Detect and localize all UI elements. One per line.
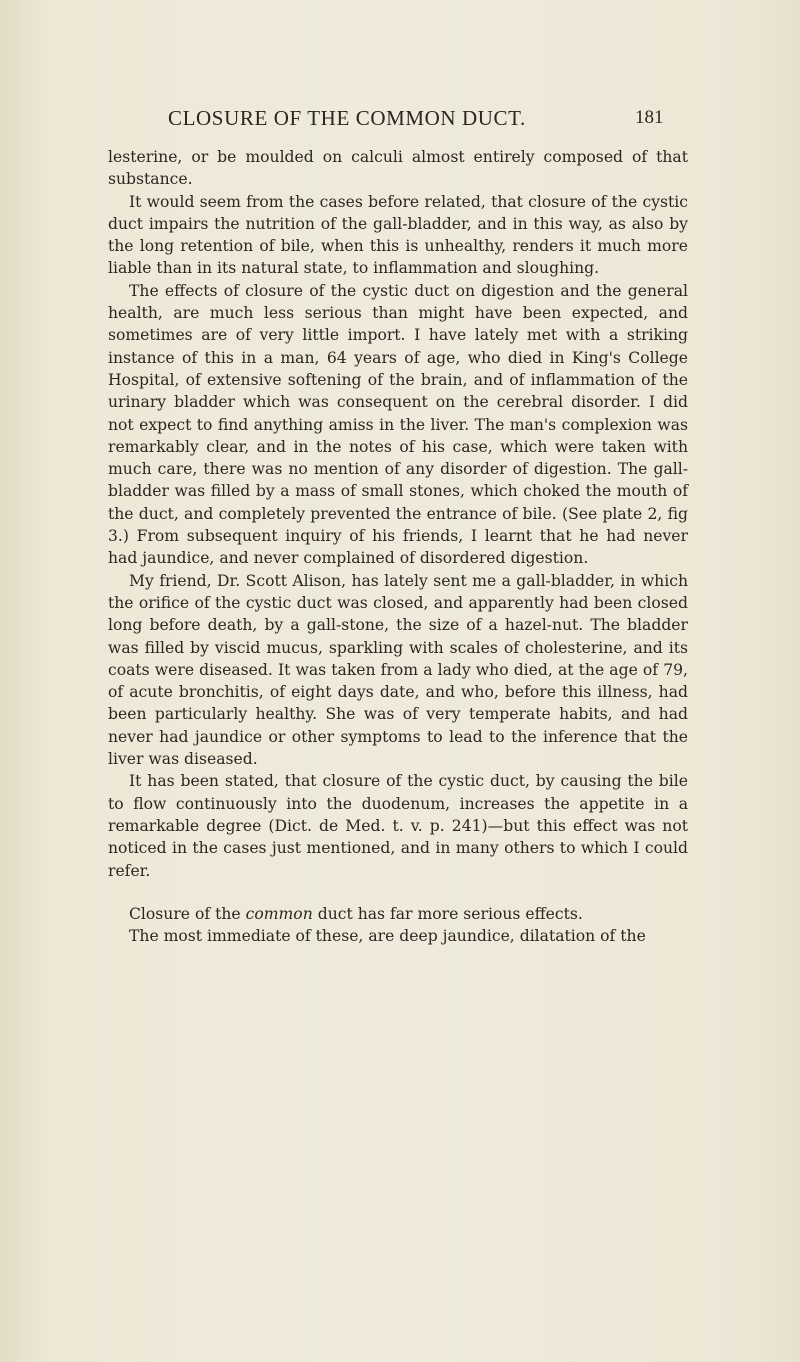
paragraph-alison-case: My friend, Dr. Scott Alison, has lately sent me a gall-bladder, in which the orifice of the cystic duct was closed, and apparently had been closed long before death, by a gall-stone, the size of a hazel-nut. The bladder was filled by viscid mucus, sparkling with scales of cholesterine, and its coats were diseased. It was taken from a lady who died, at the age of 79, of acute bronchitis, of eight days date, and who, before this illness, had been particularly healthy. She was of very temperate habits, and had never had jaundice or other symptoms to lead to the inference that the liver was diseased.: [108, 571, 688, 769]
paragraph-common-duct: [108, 903, 688, 925]
paragraph-closing-line: The most immediate of these, are deep jaundice, dilatation of the: [129, 927, 646, 946]
body-text: [108, 146, 688, 947]
common-duct-before: Closure of the: [129, 904, 246, 923]
page-header: [0, 106, 800, 136]
paragraph-cystic-nutrition: It would seem from the cases before related, that closure of the cystic duct impairs the nutrition of the gall-bladder, and in this way, as also by the long retention of bile, when this is unhealthy, renders it much more liable than in its natural state, to inflammation and sloughing.: [108, 192, 688, 278]
paragraph-digestion-case: The effects of closure of the cystic duct on digestion and the general health, are much less serious than might have been expected, and sometimes are of very little import. I have lately met with a striking instance of this in a man, 64 years of age, who died in King's College Hospital, of extensive softening of the brain, and of inflammation of the urinary bladder which was consequent on the cerebral disorder. I did not expect to find anything amiss in the liver. The man's complexion was remarkably clear, and in the notes of his case, which were taken with much care, there was no mention of any disorder of digestion. The gall-bladder was filled by a mass of small stones, which choked the mouth of the duct, and completely prevented the entrance of bile. (See plate 2, fig 3.) From subsequent inquiry of his friends, I learnt that he had never had jaundice, and never complained of disordered digestion.: [108, 281, 688, 568]
running-head: CLOSURE OF THE COMMON DUCT.: [168, 106, 526, 130]
page-number: 181: [635, 107, 664, 128]
paragraph-appetite: It has been stated, that closure of the cystic duct, by causing the bile to flow continuously into the duodenum, increases the appetite in a remarkable degree (Dict. de Med. t. v. p. 241)—but this effect was not noticed in the cases just mentioned, and in many others to which I could refer.: [108, 772, 688, 880]
common-duct-italic: common: [245, 904, 313, 923]
common-duct-after: duct has far more serious effects.: [312, 904, 583, 923]
paragraph-continuation: lesterine, or be moulded on calculi almost entirely composed of that substance.: [108, 148, 688, 189]
